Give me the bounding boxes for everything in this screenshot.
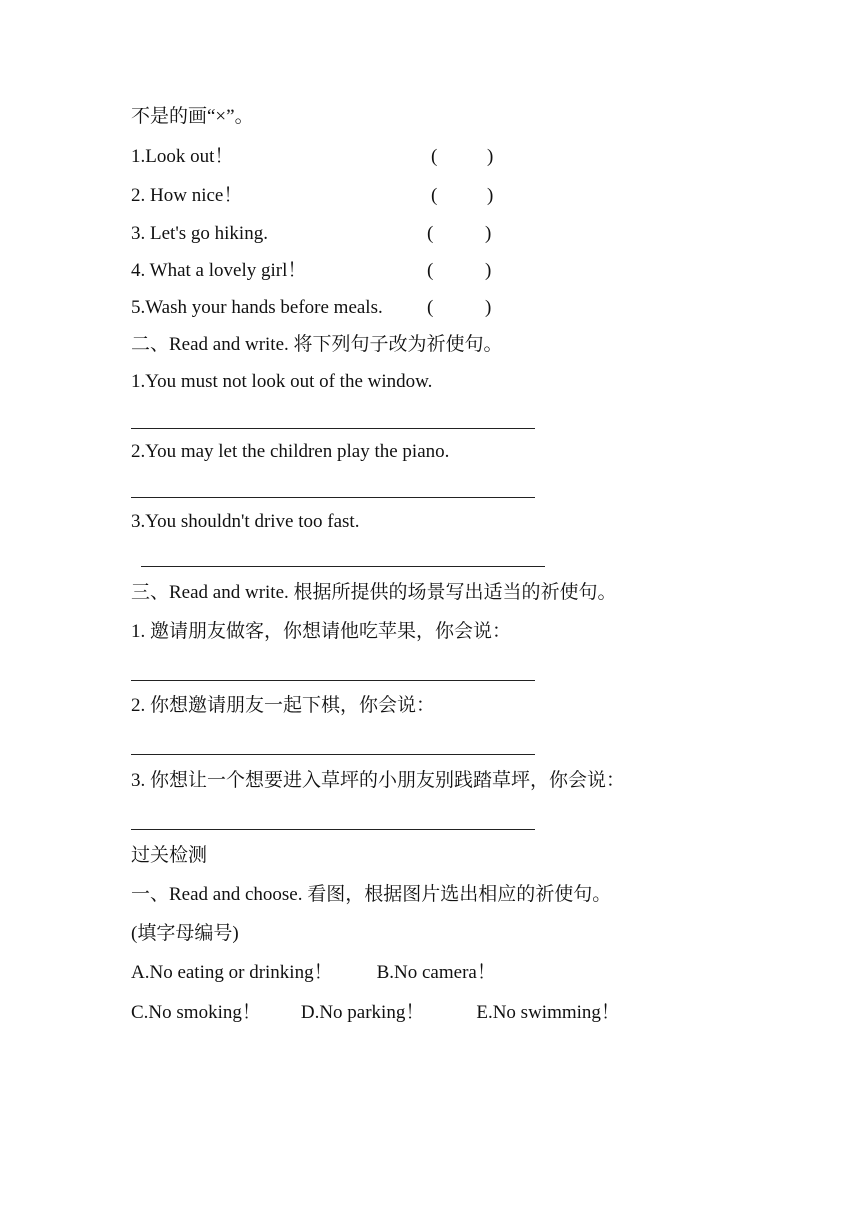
answer-bracket-4-close: ) xyxy=(485,260,492,281)
option-a: A.No eating or drinking！ xyxy=(131,962,333,983)
option-d: D.No parking！ xyxy=(300,1002,425,1023)
section-3-heading: 三、Read and write. 根据所提供的场景写出适当的祈使句。 xyxy=(131,582,617,603)
judge-item-4: 4. What a lovely girl！ xyxy=(131,260,307,281)
scenario-item-1: 1. 邀请朋友做客，你想请他吃苹果，你会说： xyxy=(131,621,512,642)
options-row-2 xyxy=(131,1002,620,1024)
scenario-item-2: 2. 你想邀请朋友一起下棋，你会说： xyxy=(131,695,436,716)
answer-line-3-2 xyxy=(131,754,535,755)
scenario-item-3: 3. 你想让一个想要进入草坪的小朋友别践踏草坪，你会说： xyxy=(131,770,626,791)
answer-line-3-1 xyxy=(131,680,535,681)
answer-bracket-5-open: ( xyxy=(427,297,434,318)
answer-bracket-2-open: ( xyxy=(431,185,438,206)
judge-item-1: 1.Look out！ xyxy=(131,146,234,167)
answer-bracket-3-open: ( xyxy=(427,223,434,244)
rewrite-item-1: 1.You must not look out of the window. xyxy=(131,371,433,392)
option-b: B.No camera！ xyxy=(376,962,496,983)
judge-item-2: 2. How nice！ xyxy=(131,185,243,206)
options-row-1 xyxy=(131,962,496,984)
answer-bracket-5-close: ) xyxy=(485,297,492,318)
checkpoint-heading: 一、Read and choose. 看图，根据图片选出相应的祈使句。 xyxy=(131,884,612,905)
answer-bracket-1-open: ( xyxy=(431,146,438,167)
answer-line-2-2 xyxy=(131,497,535,498)
option-c: C.No smoking！ xyxy=(131,1002,261,1023)
answer-bracket-4-open: ( xyxy=(427,260,434,281)
checkpoint-title: 过关检测 xyxy=(131,845,208,866)
judge-item-3: 3. Let's go hiking. xyxy=(131,223,268,244)
rewrite-item-3: 3.You shouldn't drive too fast. xyxy=(131,511,360,532)
judge-item-5: 5.Wash your hands before meals. xyxy=(131,297,383,318)
answer-line-3-3 xyxy=(131,829,535,830)
checkpoint-subnote: (填字母编号) xyxy=(131,923,239,944)
instruction-tail: 不是的画“×”。 xyxy=(131,106,254,127)
rewrite-item-2: 2.You may let the children play the piano. xyxy=(131,441,450,462)
answer-line-2-3 xyxy=(141,566,545,567)
option-e: E.No swimming！ xyxy=(476,1002,620,1023)
answer-bracket-2-close: ) xyxy=(487,185,494,206)
answer-bracket-1-close: ) xyxy=(487,146,494,167)
answer-line-2-1 xyxy=(131,428,535,429)
section-2-heading: 二、Read and write. 将下列句子改为祈使句。 xyxy=(131,334,503,355)
answer-bracket-3-close: ) xyxy=(485,223,492,244)
